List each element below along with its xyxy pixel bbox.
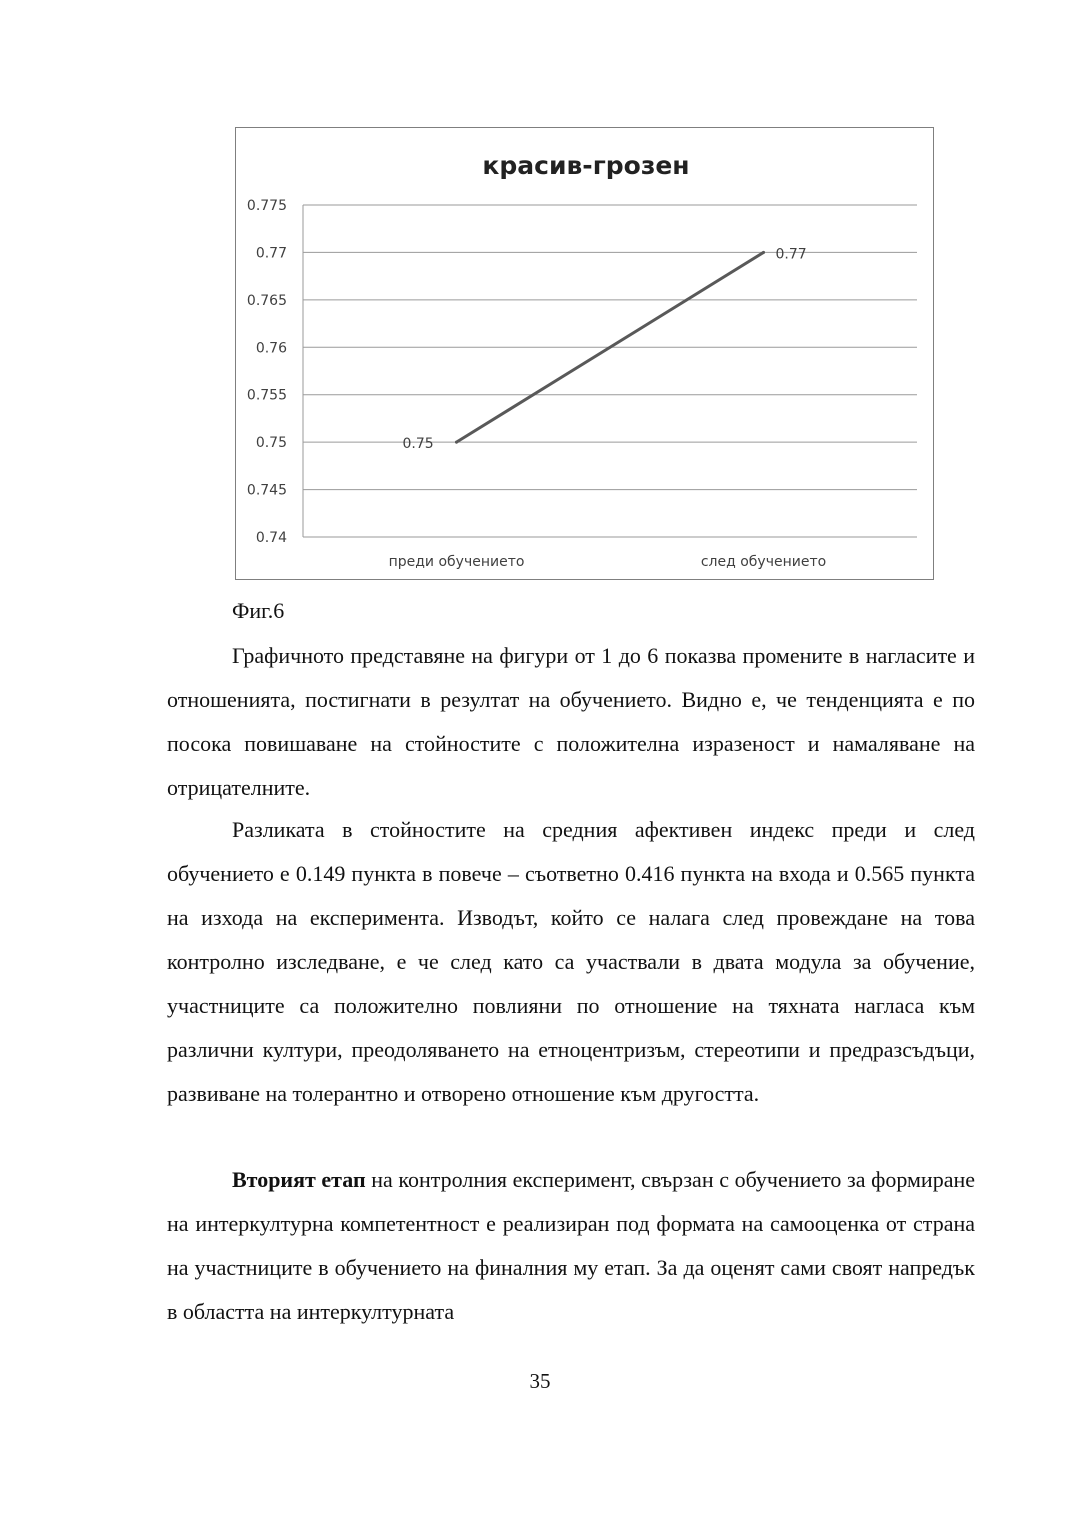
chart-canvas	[236, 128, 935, 581]
x-tick-label: преди обучението	[388, 554, 525, 570]
data-label: 0.77	[775, 246, 807, 263]
figure-caption: Фиг.6	[232, 598, 285, 623]
paragraph-3	[167, 1158, 975, 1334]
x-tick-label: след обучението	[700, 554, 827, 570]
paragraph-1	[167, 634, 975, 810]
paragraph-1-text: Графичното представяне на фигури от 1 до 6 показва промените в нагласите и отношенията, постигнати в резултат на обучението. Видно е, че тенденцията е по посока повишаване на стойностите с положителна изразеност и намаляване на отрицателните.	[167, 643, 975, 800]
y-tick-label: 0.775	[246, 198, 287, 214]
data-label: 0.75	[402, 436, 434, 453]
page-number: 35	[529, 1369, 551, 1393]
y-tick-label: 0.755	[246, 387, 287, 404]
y-tick-label: 0.75	[255, 435, 287, 452]
data-point	[762, 251, 765, 254]
data-point	[455, 441, 458, 444]
chart-title: красив-грозен	[482, 151, 690, 180]
paragraph-2-text: Разликата в стойностите на средния афективен индекс преди и след обучението е 0.149 пункта в повече – съответно 0.416 пункта на входа и 0.565 пункта на изхода на експеримента. Изводът, който се налага след провеждане на това контролно изследване, е че след като са участвали в двата модула за обучение, участниците са положително повлияни по отношение на тяхната нагласа към различни култури, преодоляването на етноцентризъм, стереотипи и предразсъдъци, развиване на толерантно и отворено отношение към другостта.	[167, 817, 975, 1106]
y-tick-label: 0.74	[255, 530, 287, 546]
y-tick-label: 0.77	[255, 245, 287, 262]
paragraph-3-text: на контролния експеримент, свързан с обучението за формиране на интеркултурна компетентност е реализиран под формата на самооценка от страна на участниците в обучението на финалния му етап. За да оценят сами своят напредък в областта на интеркултурната	[167, 1167, 975, 1324]
line-chart	[235, 127, 934, 580]
paragraph-3-lead: Вторият етап	[232, 1167, 366, 1192]
y-tick-label: 0.76	[255, 340, 287, 357]
y-tick-label: 0.765	[246, 292, 287, 309]
paragraph-2	[167, 808, 975, 1116]
y-tick-label: 0.745	[246, 482, 287, 499]
